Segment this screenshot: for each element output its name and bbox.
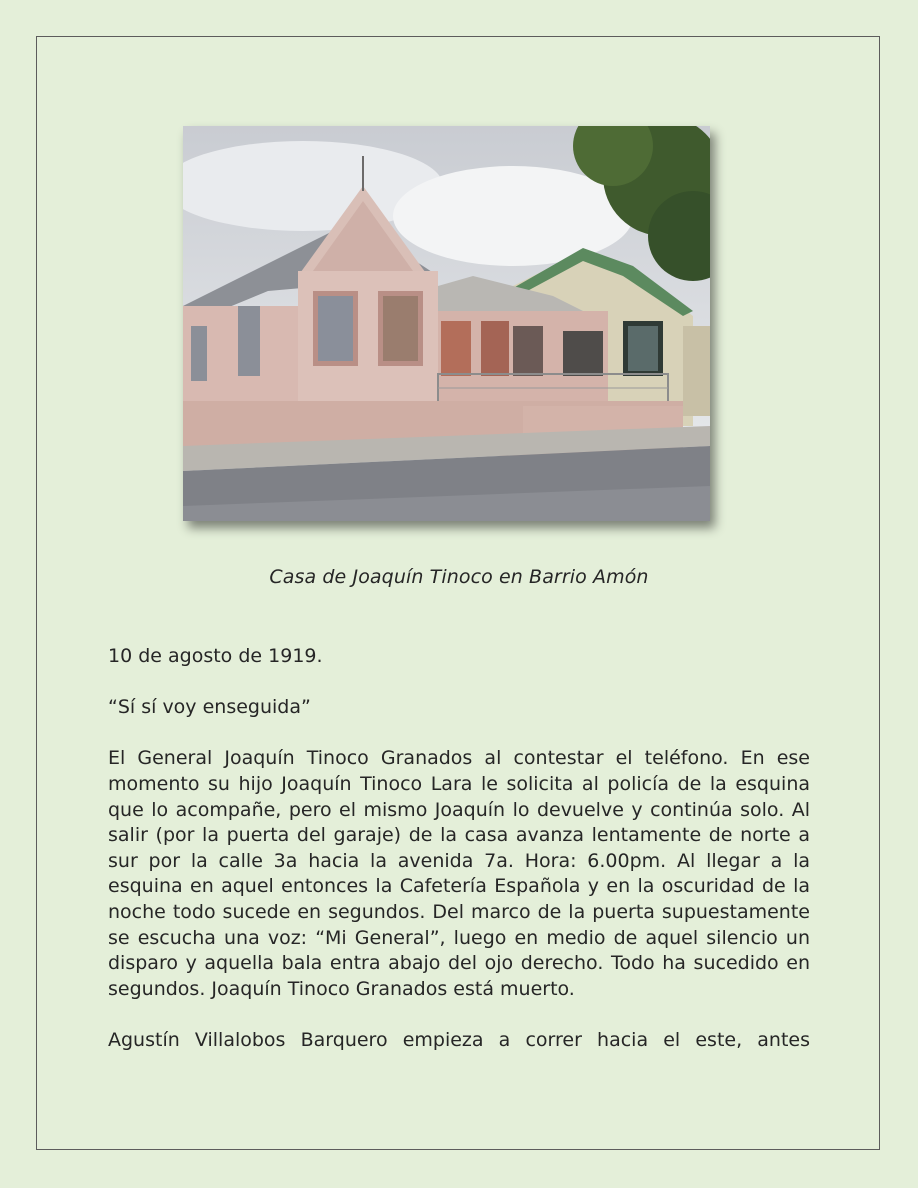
paragraph-1: El General Joaquín Tinoco Granados al contestar el teléfono. En ese momento su hijo Joaquín Tinoco Lara le solicita al policía de la esquina que lo acompañe, pero el mismo Joaquín lo devuelve y continúa solo. Al salir (por la puerta del garaje) de la casa avanza lentamente de norte a sur por la calle 3a hacia la avenida 7a. Hora: 6.00pm. Al llegar a la esquina en aquel entonces la Cafetería Española y en la oscuridad de la noche todo sucede en segundos. Del marco de la puerta supuestamente se escucha una voz: “Mi General”, luego en medio de aquel silencio un disparo y aquella bala entra abajo del ojo derecho. Todo ha sucedido en segundos. Joaquín Tinoco Granados está muerto. <box>108 747 810 1000</box>
house-photo <box>183 126 710 521</box>
figure-caption: Casa de Joaquín Tinoco en Barrio Amón <box>269 566 649 588</box>
date-line: 10 de agosto de 1919. <box>108 645 323 667</box>
quote-line: “Sí sí voy enseguida” <box>108 696 311 719</box>
paragraph-2: Agustín Villalobos Barquero empieza a correr hacia el este, antes <box>108 1028 810 1051</box>
article-body <box>108 644 810 1079</box>
